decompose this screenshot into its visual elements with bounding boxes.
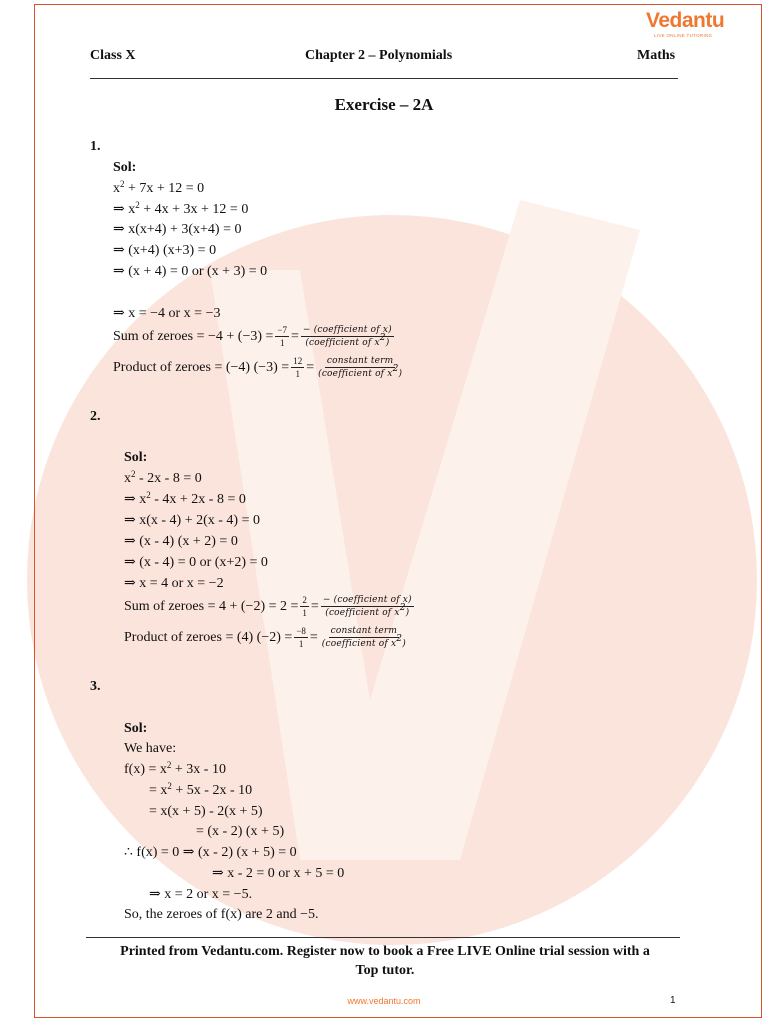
q1-line5: ⇒ (x + 4) = 0 or (x + 3) = 0 [113,264,268,279]
q1-line1: $x^2 + 7x + 12 = 0$ [113,179,205,196]
q3-line1: $f(x) = x^2 + 3x - 10$ [124,760,226,777]
q2-line1: $x^2 - 2x - 8 = 0$ [124,469,202,486]
q3-line6: ⇒ x - 2 = 0 or x + 5 = 0 [212,866,345,881]
q2-product-of-zeroes: Product of zeroes = (4) (−2) = $\frac{-8}{1}$ = $\frac{\text{constant term}}{(coefficient of x^2)}$ [124,626,406,649]
q3-line4: = (x - 2) (x + 5) [196,824,285,839]
q2-line5: ⇒ (x - 4) = 0 or (x+2) = 0 [124,555,268,570]
q1-line4: ⇒ (x+4) (x+3) = 0 [113,243,217,258]
footer-note: Printed from Vedantu.com. Register now to book a Free LIVE Online trial session with a Top tutor. [120,944,650,978]
q2-sum-of-zeroes: Sum of zeroes = 4 + (−2) = 2 = $\frac{2}{1}$ = $\frac{\text{− (coefficient of x)}}{(coefficient of x^2)}$ [124,595,412,618]
q3-conclusion: So, the zeroes of f(x) are 2 and −5. [124,907,319,922]
q3-sol: Sol: [124,721,148,736]
q2-sum-fraction: $\frac{2}{1}$ [302,595,307,618]
q1-sum-fraction: $\frac{-7}{1}$ [277,325,287,348]
q1-product-coefficient-fraction: $\frac{\text{constant term}}{(coefficient of x^2)}$ [318,356,403,379]
q2-product-coefficient-fraction: $\frac{\text{constant term}}{(coefficient of x^2)}$ [321,626,406,649]
q2-product-fraction: $\frac{-8}{1}$ [296,626,306,649]
q3-we-have: We have: [124,741,177,756]
q3-line7: ⇒ x = 2 or x = −5. [149,887,253,902]
q3-line5: ∴ f(x) = 0 ⇒ (x - 2) (x + 5) = 0 [124,845,297,860]
q1-number: 1. [90,139,101,154]
q2-sum-coefficient-fraction: $\frac{\text{− (coefficient of x)}}{(coefficient of x^2)}$ [322,595,412,618]
q1-sum-of-zeroes: Sum of zeroes = −4 + (−3) = $\frac{-7}{1}$ = $\frac{\text{− (coefficient of x)}}{(coefficient of x^2)}$ [113,325,392,348]
q1-line6: ⇒ x = −4 or x = −3 [113,306,221,321]
q1-line3: ⇒ x(x+4) + 3(x+4) = 0 [113,222,242,237]
q2-line3: ⇒ x(x - 4) + 2(x - 4) = 0 [124,513,260,528]
q2-line2: ⇒ $x^2 - 4x + 2x - 8 = 0$ [124,490,246,507]
vedantu-logo: Vedantu LIVE ONLINE TUTORING [646,9,725,38]
exercise-title: Exercise – 2A [334,95,434,114]
chapter-label: Chapter 2 – Polynomials [305,48,453,63]
subject-label: Maths [637,48,676,63]
footer-rule [86,937,680,938]
q2-number: 2. [90,409,101,424]
class-label: Class X [90,48,136,63]
q1-sum-coefficient-fraction: $\frac{\text{− (coefficient of x)}}{(coefficient of x^2)}$ [302,325,392,348]
q1-sol: Sol: [113,160,137,175]
q1-line2: ⇒ $x^2 + 4x + 3x + 12 = 0$ [113,200,249,217]
q3-number: 3. [90,679,101,694]
q2-line6: ⇒ x = 4 or x = −2 [124,576,224,591]
q3-line2: = $x^2 + 5x - 2x - 10$ [149,781,253,798]
q2-line4: ⇒ (x - 4) (x + 2) = 0 [124,534,238,549]
website-link[interactable]: www.vedantu.com [347,996,421,1006]
q3-line3: = x(x + 5) - 2(x + 5) [149,804,263,819]
page-number: 1 [670,995,676,1006]
q1-product-fraction: $\frac{12}{1}$ [293,356,303,379]
q1-product-of-zeroes: Product of zeroes = (−4) (−3) = $\frac{12}{1}$ = $\frac{\text{constant term}}{(coefficient of x^2)}$ [113,356,403,379]
header-rule [90,78,678,79]
q2-sol: Sol: [124,450,148,465]
